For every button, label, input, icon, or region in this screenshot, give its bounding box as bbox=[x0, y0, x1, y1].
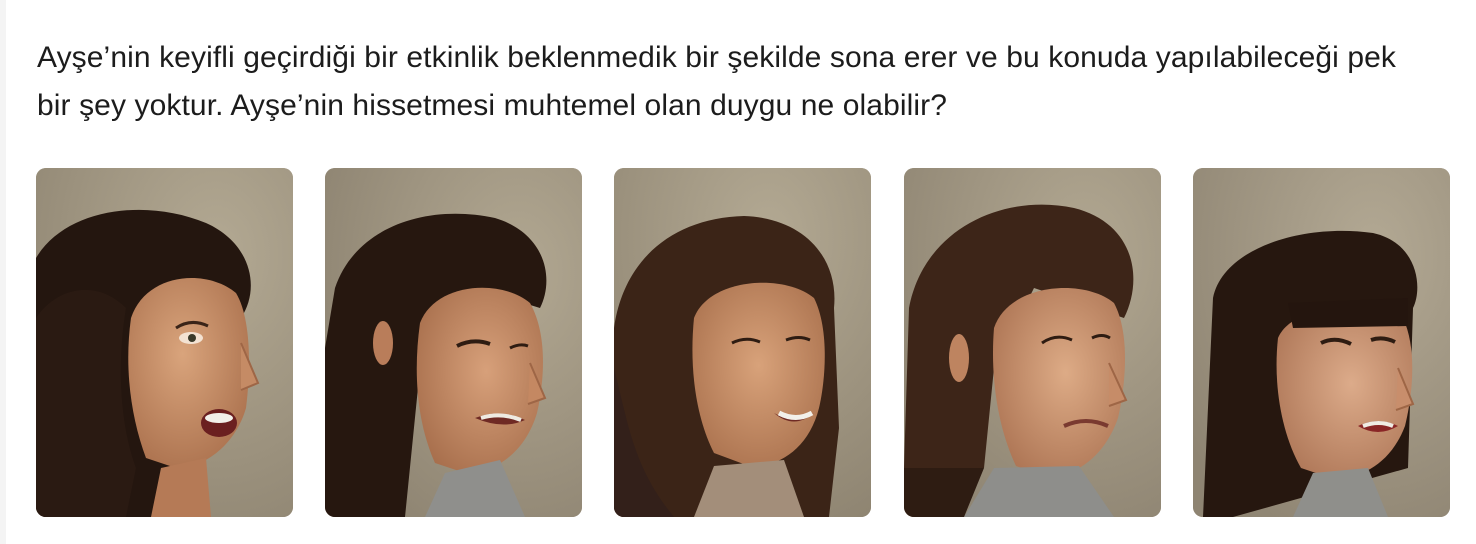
sad-face-photo-icon bbox=[904, 168, 1161, 517]
surprised-face-photo-icon bbox=[36, 168, 293, 517]
left-border bbox=[0, 0, 6, 544]
option-angry[interactable] bbox=[1193, 168, 1450, 517]
option-happy[interactable] bbox=[614, 168, 871, 517]
angry-face-photo-icon bbox=[1193, 168, 1450, 517]
answer-options bbox=[36, 168, 1450, 517]
option-surprised[interactable] bbox=[36, 168, 293, 517]
option-sad[interactable] bbox=[904, 168, 1161, 517]
happy-face-photo-icon bbox=[614, 168, 871, 517]
question-text: Ayşe’nin keyifli geçirdiği bir etkinlik beklenmedik bir şekilde sona erer ve bu konuda yapılabileceği pek bir şey yoktur. Ayşe’nin hissetmesi muhtemel olan duygu ne olabilir? bbox=[37, 41, 1397, 122]
option-disgusted[interactable] bbox=[325, 168, 582, 517]
disgusted-face-photo-icon bbox=[325, 168, 582, 517]
